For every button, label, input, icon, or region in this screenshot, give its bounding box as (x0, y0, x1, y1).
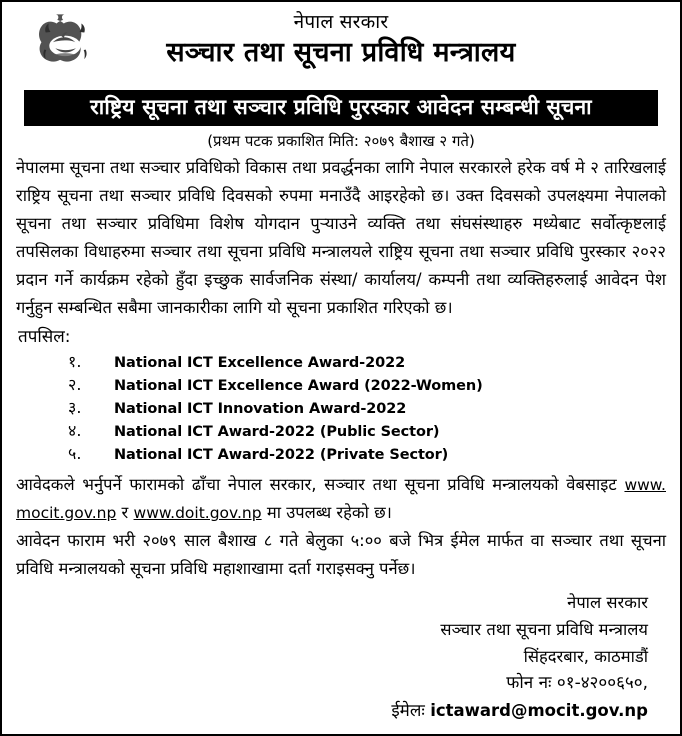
url-separator: र (121, 503, 129, 522)
award-title: National ICT Innovation Award-2022 (114, 401, 407, 417)
signature-government: नेपाल सरकार (567, 593, 648, 612)
form-availability-paragraph (16, 471, 666, 527)
list-item (16, 421, 666, 442)
document-inner (2, 2, 680, 725)
tapsil-label: तपसिल: (18, 327, 71, 347)
document-header (16, 8, 666, 88)
signature-address: सिंहदरबार, काठमाडौं (523, 647, 648, 666)
phone-label: फोन नः (506, 673, 552, 693)
ministry-title: सञ्चार तथा सूचना प्रविधि मन्त्रालय (166, 37, 516, 68)
publication-date: (प्रथम पटक प्रकाशित मिति: २०७९ बैशाख २ गते) (207, 132, 475, 150)
award-number: २. (68, 375, 82, 394)
award-title: National ICT Excellence Award-2022 (114, 355, 406, 371)
list-item (16, 444, 666, 465)
award-title: National ICT Excellence Award (2022-Women) (114, 378, 483, 394)
award-number: ३. (68, 398, 82, 417)
email-address[interactable]: ictaward@mocit.gov.np (430, 701, 648, 720)
list-item (16, 352, 666, 373)
list-item (16, 375, 666, 396)
notice-banner-title: राष्ट्रिय सूचना तथा सञ्चार प्रविधि पुरस्कार आवेदन सम्बन्धी सूचना (24, 90, 658, 126)
government-title: नेपाल सरकार (293, 11, 389, 33)
contact-email (16, 697, 648, 725)
award-title: National ICT Award-2022 (Public Sector) (114, 424, 440, 440)
email-label: ईमेलः (391, 701, 425, 721)
deadline-paragraph: आवेदन फाराम भरी २०७९ साल बैशाख ८ गते बेलुका ५:०० बजे भित्र ईमेल मार्फत वा सञ्चार तथा सूचना प्रविधि मन्त्रालयको सूचना प्रविधि महाशाखामा दर्ता गराइसक्नु पर्नेछ। (16, 531, 666, 578)
mocit-website-link[interactable]: www. mocit.gov.np (16, 476, 666, 522)
header-titles (16, 8, 666, 72)
doit-website-link[interactable]: www.doit.gov.np (133, 504, 262, 522)
signature-ministry: सञ्चार तथा सूचना प्रविधि मन्त्रालय (440, 620, 648, 639)
list-item (16, 398, 666, 419)
award-list (16, 352, 666, 465)
award-number: ५. (68, 444, 82, 463)
nepal-government-emblem-icon (34, 12, 96, 70)
form-paragraph-text-after: मा उपलब्ध रहेको छ। (266, 503, 392, 522)
award-number: १. (68, 352, 82, 371)
signature-block (16, 589, 666, 725)
phone-number: ०१-४२००६५०, (556, 673, 648, 693)
form-paragraph-text-before: आवेदकले भर्नुपर्ने फारामको ढाँचा नेपाल सरकार, सञ्चार तथा सूचना प्रविधि मन्त्रालयको वेबसाइट (16, 475, 617, 494)
award-title: National ICT Award-2022 (Private Sector) (114, 447, 449, 463)
award-number: ४. (68, 421, 82, 440)
body-paragraph: नेपालमा सूचना तथा सञ्चार प्रविधिको विकास तथा प्रवर्द्धनका लागि नेपाल सरकारले हरेक वर्ष मे २ तारिखलाई राष्ट्रिय सूचना तथा सञ्चार प्रविधि दिवसको रुपमा मनाउँदै आइरहेको छ। उक्त दिवसको उपलक्ष्यमा नेपालको सूचना तथा सञ्चार प्रविधिमा विशेष योगदान पुर्‍याउने व्यक्ति तथा संघसंस्थाहरु मध्येबाट सर्वोत्कृष्टलाई तपसिलका विधाहरुमा सञ्चार तथा सूचना प्रविधि मन्त्रालयले राष्ट्रिय सूचना तथा सञ्चार प्रविधि पुरस्कार २०२२ प्रदान गर्ने कार्यक्रम रहेको हुँदा इच्छुक सार्वजनिक संस्था/ कार्यालय/ कम्पनी तथा व्यक्तिहरुलाई आवेदन पेश गर्नुहुन सम्बन्धित सबैमा जानकारीका लागि यो सूचना प्रकाशित गरिएको छ। (16, 158, 666, 317)
contact-phone (16, 670, 648, 697)
